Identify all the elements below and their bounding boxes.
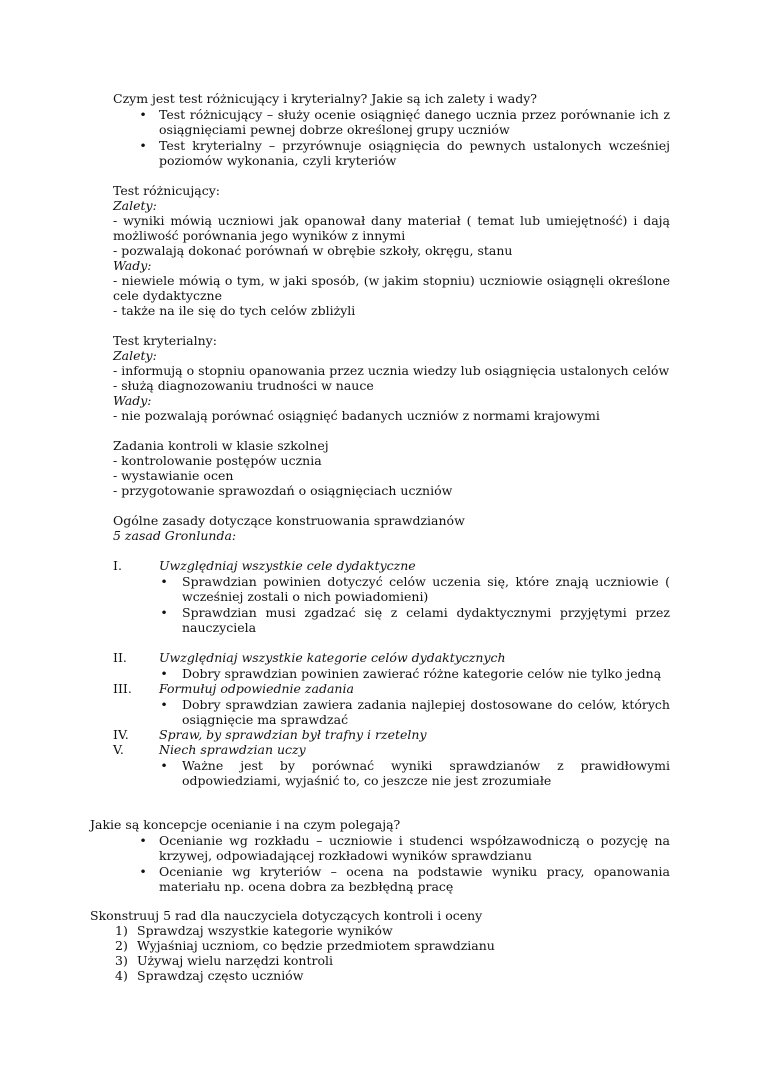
rule-2-number: II. xyxy=(113,650,127,665)
advice-3-number: 3) xyxy=(115,953,128,968)
q1-bullet-2-line-2: poziomów wykonania, czyli kryteriów xyxy=(159,153,397,168)
q2-bullet-1-line-1: Ocenianie wg rozkładu – uczniowie i studenci współzawodniczą o pozycję na xyxy=(159,833,670,848)
bullet-icon: • xyxy=(139,138,147,153)
rule-1-bullet-1-line-1: Sprawdzian powinien dotyczyć celów uczenia się, które znają uczniowie ( xyxy=(182,574,670,589)
crit-pros-label: Zalety: xyxy=(113,348,157,363)
crit-pro-2: - służą diagnozowaniu trudności w nauce xyxy=(113,378,374,393)
crit-cons-label: Wady: xyxy=(113,393,152,408)
q1-bullet-2-line-1: Test kryterialny – przyrównuje osiągnięcia do pewnych ustalonych wcześniej xyxy=(159,138,670,153)
bullet-icon: • xyxy=(139,107,147,122)
q2-bullet-2-line-1: Ocenianie wg kryteriów – ocena na podstawie wyniku pracy, opanowania xyxy=(159,864,670,879)
bullet-icon: • xyxy=(139,833,147,848)
rule-1-title: Uwzględniaj wszystkie cele dydaktyczne xyxy=(159,558,416,573)
rule-4-number: IV. xyxy=(113,727,129,742)
advice-4-number: 4) xyxy=(115,968,128,983)
rule-5-title: Niech sprawdzian uczy xyxy=(159,742,306,757)
rule-1-bullet-2-line-2: nauczyciela xyxy=(182,620,257,635)
rule-1-bullet-2-line-1: Sprawdzian musi zgadzać się z celami dydaktycznymi przyjętymi przez xyxy=(182,605,670,620)
advice-2: Wyjaśniaj uczniom, co będzie przedmiotem sprawdzianu xyxy=(137,938,495,953)
diff-pro-2: - pozwalają dokonać porównań w obrębie szkoły, okręgu, stanu xyxy=(113,243,513,258)
diff-test-heading: Test różnicujący: xyxy=(113,183,220,198)
tasks-item-2: - wystawianie ocen xyxy=(113,468,234,483)
rule-3-bullet-1-line-2: osiągnięcie ma sprawdzać xyxy=(182,712,349,727)
rule-1-number: I. xyxy=(113,558,122,573)
crit-pro-1: - informują o stopniu opanowania przez ucznia wiedzy lub osiągnięcia ustalonych celów xyxy=(113,363,670,378)
bullet-icon: • xyxy=(160,666,168,681)
rule-1-bullet-1-line-2: wcześniej zostali o nich powiadomieni) xyxy=(182,589,429,604)
diff-con-1-line-1: - niewiele mówią o tym, w jaki sposób, (w jakim stopniu) uczniowie osiągnęli określone xyxy=(113,273,670,288)
bullet-icon: • xyxy=(160,758,168,773)
crit-test-heading: Test kryterialny: xyxy=(113,333,217,348)
advice-2-number: 2) xyxy=(115,938,128,953)
rule-2-title: Uwzględniaj wszystkie kategorie celów dydaktycznych xyxy=(159,650,506,665)
advice-1: Sprawdzaj wszystkie kategorie wyników xyxy=(137,923,393,938)
diff-pro-1-line-2: możliwość porównania jego wyników z innymi xyxy=(113,228,406,243)
bullet-icon: • xyxy=(160,574,168,589)
q1-bullet-1-line-2: osiągnięciami pewnej dobrze określonej grupy uczniów xyxy=(159,122,510,137)
rules-heading: Ogólne zasady dotyczące konstruowania sprawdzianów xyxy=(113,513,465,528)
tasks-item-1: - kontrolowanie postępów ucznia xyxy=(113,453,322,468)
rule-4-title: Spraw, by sprawdzian był trafny i rzetelny xyxy=(159,727,427,742)
diff-pros-label: Zalety: xyxy=(113,198,157,213)
q1-bullet-1-line-1: Test różnicujący – służy ocenie osiągnięć danego ucznia przez porównanie ich z xyxy=(159,107,670,122)
question-1-title: Czym jest test różnicujący i kryterialny? Jakie są ich zalety i wady? xyxy=(113,91,537,106)
crit-con-1: - nie pozwalają porównać osiągnięć badanych uczniów z normami krajowymi xyxy=(113,408,600,423)
bullet-icon: • xyxy=(139,864,147,879)
rules-subheading: 5 zasad Gronlunda: xyxy=(113,528,237,543)
bullet-icon: • xyxy=(160,697,168,712)
tasks-heading: Zadania kontroli w klasie szkolnej xyxy=(113,438,329,453)
rule-2-bullet-1: Dobry sprawdzian powinien zawierać różne kategorie celów nie tylko jedną xyxy=(182,666,662,681)
rule-3-title: Formułuj odpowiednie zadania xyxy=(159,681,354,696)
diff-con-2: - także na ile się do tych celów zbliżyli xyxy=(113,303,356,318)
advice-3: Używaj wielu narzędzi kontroli xyxy=(137,953,333,968)
q2-bullet-2-line-2: materiału np. ocena dobra za bezbłędną pracę xyxy=(159,879,454,894)
rule-3-bullet-1-line-1: Dobry sprawdzian zawiera zadania najlepiej dostosowane do celów, których xyxy=(182,697,670,712)
rule-5-bullet-1-line-2: odpowiedziami, wyjaśnić to, co jeszcze nie jest zrozumiałe xyxy=(182,773,552,788)
rule-5-bullet-1-line-1: Ważne jest by porównać wyniki sprawdzianów z prawidłowymi xyxy=(182,758,670,773)
advice-4: Sprawdzaj często uczniów xyxy=(137,968,304,983)
question-2-title: Jakie są koncepcje ocenianie i na czym polegają? xyxy=(90,817,401,832)
rule-3-number: III. xyxy=(113,681,132,696)
question-3-title: Skonstruuj 5 rad dla nauczyciela dotyczących kontroli i oceny xyxy=(90,908,483,923)
tasks-item-3: - przygotowanie sprawozdań o osiągnięciach uczniów xyxy=(113,483,453,498)
bullet-icon: • xyxy=(160,605,168,620)
diff-con-1-line-2: cele dydaktyczne xyxy=(113,288,222,303)
advice-1-number: 1) xyxy=(115,923,128,938)
diff-pro-1-line-1: - wyniki mówią uczniowi jak opanował dany materiał ( temat lub umiejętność) i dają xyxy=(113,213,670,228)
diff-cons-label: Wady: xyxy=(113,258,152,273)
rule-5-number: V. xyxy=(113,742,124,757)
q2-bullet-1-line-2: krzywej, odpowiadającej rozkładowi wyników sprawdzianu xyxy=(159,848,532,863)
